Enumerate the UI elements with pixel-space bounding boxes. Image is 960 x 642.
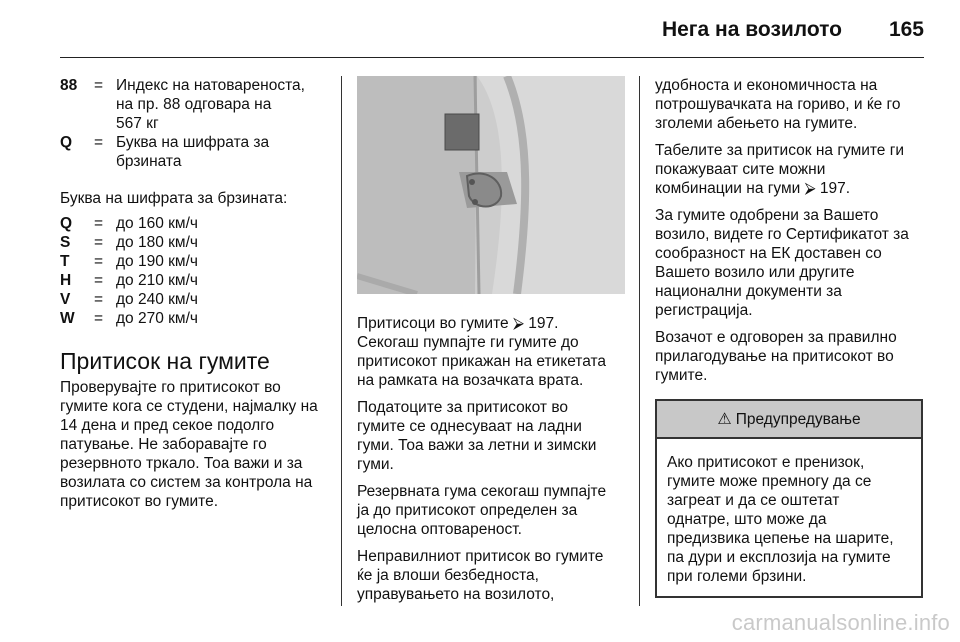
speed-code-letter: W — [60, 310, 75, 327]
definition-line: Индекс на натовареноста, — [116, 77, 305, 94]
speed-code-letter: T — [60, 253, 70, 270]
definition-equals: = — [94, 77, 104, 94]
warning-box — [655, 399, 923, 598]
body-line: гуми. Тоа важи за летни и зимски — [357, 437, 597, 454]
speed-code-value: до 210 км/ч — [116, 272, 198, 289]
speed-code-table — [60, 214, 328, 328]
body-line: целосна оптовареност. — [357, 521, 522, 538]
paragraph — [357, 398, 625, 474]
speed-code-equals: = — [94, 310, 104, 327]
body-line: прилагодување на притисокот во — [655, 348, 894, 365]
body-line: гумите се однесуваат на ладни — [357, 418, 582, 435]
body-line: возилата со систем за контрола на — [60, 474, 313, 491]
warning-line: па дури и експлозија на гумите — [667, 549, 891, 566]
paragraph — [357, 482, 625, 539]
warning-line: при големи брзини. — [667, 568, 807, 585]
body-line: Податоците за притисокот во — [357, 399, 569, 416]
body-line: ја до притисокот определен за — [357, 502, 578, 519]
paragraph — [655, 141, 925, 198]
body-line: гуми. — [357, 456, 394, 473]
column-1 — [60, 76, 328, 511]
warning-line: Ако притисокот е пренизок, — [667, 454, 865, 471]
body-line: комбинации на гуми ⮚ 197. — [655, 180, 851, 197]
body-line: Резервната гума секогаш пумпајте — [357, 483, 607, 500]
definition-value — [116, 133, 328, 171]
page-header — [0, 0, 960, 62]
body-line: Проверувајте го притисокот во — [60, 379, 281, 396]
body-line: национални документи за — [655, 283, 842, 300]
speed-code-letter: Q — [60, 215, 73, 232]
speed-code-intro: Буква на шифрата за брзината: — [60, 190, 288, 207]
body-line: возило, видете го Сертификатот за — [655, 226, 909, 243]
body-line: Неправилниот притисок во гумите — [357, 548, 604, 565]
speed-code-letter: S — [60, 234, 71, 251]
definition-key: Q — [60, 134, 73, 151]
body-line: покажуваат сите можни — [655, 161, 826, 178]
definition-line: на пр. 88 одговара на — [116, 96, 272, 113]
speed-code-letter: V — [60, 291, 71, 308]
warning-line: гумите може премногу да се — [667, 473, 872, 490]
definition-equals: = — [94, 134, 104, 151]
page-number: 165 — [888, 18, 924, 41]
speed-code-value: до 240 км/ч — [116, 291, 198, 308]
speed-code-value: до 270 км/ч — [116, 310, 198, 327]
body-line: зголеми абењето на гумите. — [655, 115, 858, 132]
definition-line: Буква на шифрата за — [116, 134, 270, 151]
body-line: За гумите одобрени за Вашето — [655, 207, 879, 224]
column-divider-2 — [639, 76, 640, 606]
body-line: резервното тркало. Тоа важи и за — [60, 455, 303, 472]
paragraph — [655, 328, 925, 385]
door-frame-illustration — [357, 76, 625, 294]
body-line: ќе ја влоши безбедноста, — [357, 567, 539, 584]
section-heading: Притисок на гумите — [60, 348, 270, 374]
speed-code-value: до 190 км/ч — [116, 253, 198, 270]
body-line: притисокот во гумите. — [60, 493, 218, 510]
speed-code-value: до 160 км/ч — [116, 215, 198, 232]
load-index-definitions — [60, 76, 328, 171]
speed-code-equals: = — [94, 272, 104, 289]
body-line: гумите. — [655, 367, 708, 384]
speed-code-row — [60, 233, 328, 252]
warning-header — [657, 401, 921, 439]
paragraph — [357, 547, 625, 604]
body-line: Возачот е одговорен за правилно — [655, 329, 897, 346]
speed-code-letter: H — [60, 272, 72, 289]
body-line: Табелите за притисок на гумите ги — [655, 142, 905, 159]
paragraph — [655, 206, 925, 320]
definition-row — [60, 133, 328, 171]
warning-title: Предупредување — [735, 410, 861, 428]
speed-code-row — [60, 214, 328, 233]
definition-value — [116, 76, 328, 133]
body-line: удобноста и економичноста на — [655, 77, 878, 94]
definition-line: брзината — [116, 153, 182, 170]
paragraph — [655, 76, 925, 133]
paragraph — [357, 314, 625, 390]
body-line: регистрација. — [655, 302, 753, 319]
body-line: Притисоци во гумите ⮚ 197. — [357, 315, 559, 332]
speed-code-equals: = — [94, 291, 104, 308]
header-divider — [60, 57, 924, 58]
speed-code-value: до 180 км/ч — [116, 234, 198, 251]
door-frame-label-photo — [357, 76, 625, 294]
speed-code-equals: = — [94, 253, 104, 270]
speed-code-equals: = — [94, 215, 104, 232]
definition-row — [60, 76, 328, 133]
body-line: 14 дена и пред секое подолго — [60, 417, 275, 434]
page-title: Нега на возилото — [661, 18, 842, 41]
speed-code-row — [60, 309, 328, 328]
column-2 — [357, 76, 625, 612]
body-line: на рамката на возачката врата. — [357, 372, 584, 389]
definition-key: 88 — [60, 77, 78, 94]
speed-code-row — [60, 290, 328, 309]
body-line: Вашето возило или другите — [655, 264, 855, 281]
warning-line: однатре, што може да — [667, 511, 827, 528]
definition-line: 567 кг — [116, 115, 159, 132]
warning-line: предизвика цепење на шарите, — [667, 530, 894, 547]
warning-triangle-icon: ⚠ — [717, 410, 732, 428]
body-line: сообразност на ЕК доставен со — [655, 245, 882, 262]
speed-code-row — [60, 252, 328, 271]
speed-code-equals: = — [94, 234, 104, 251]
warning-body — [657, 439, 921, 596]
body-line: патување. Не заборавајте го — [60, 436, 267, 453]
body-line: управувањето на возилото, — [357, 586, 555, 603]
body-line: притисокот прикажан на етикетата — [357, 353, 607, 370]
body-line: потрошувачката на гориво, и ќе го — [655, 96, 901, 113]
body-line: Секогаш пумпајте ги гумите до — [357, 334, 579, 351]
body-line: гумите кога се студени, најмалку на — [60, 398, 318, 415]
speed-code-row — [60, 271, 328, 290]
column-divider-1 — [341, 76, 342, 606]
watermark: carmanualsonline.info — [731, 610, 950, 635]
warning-line: загреат и да се оштетат — [667, 492, 840, 509]
section-body — [60, 378, 328, 511]
column-3 — [655, 76, 925, 598]
